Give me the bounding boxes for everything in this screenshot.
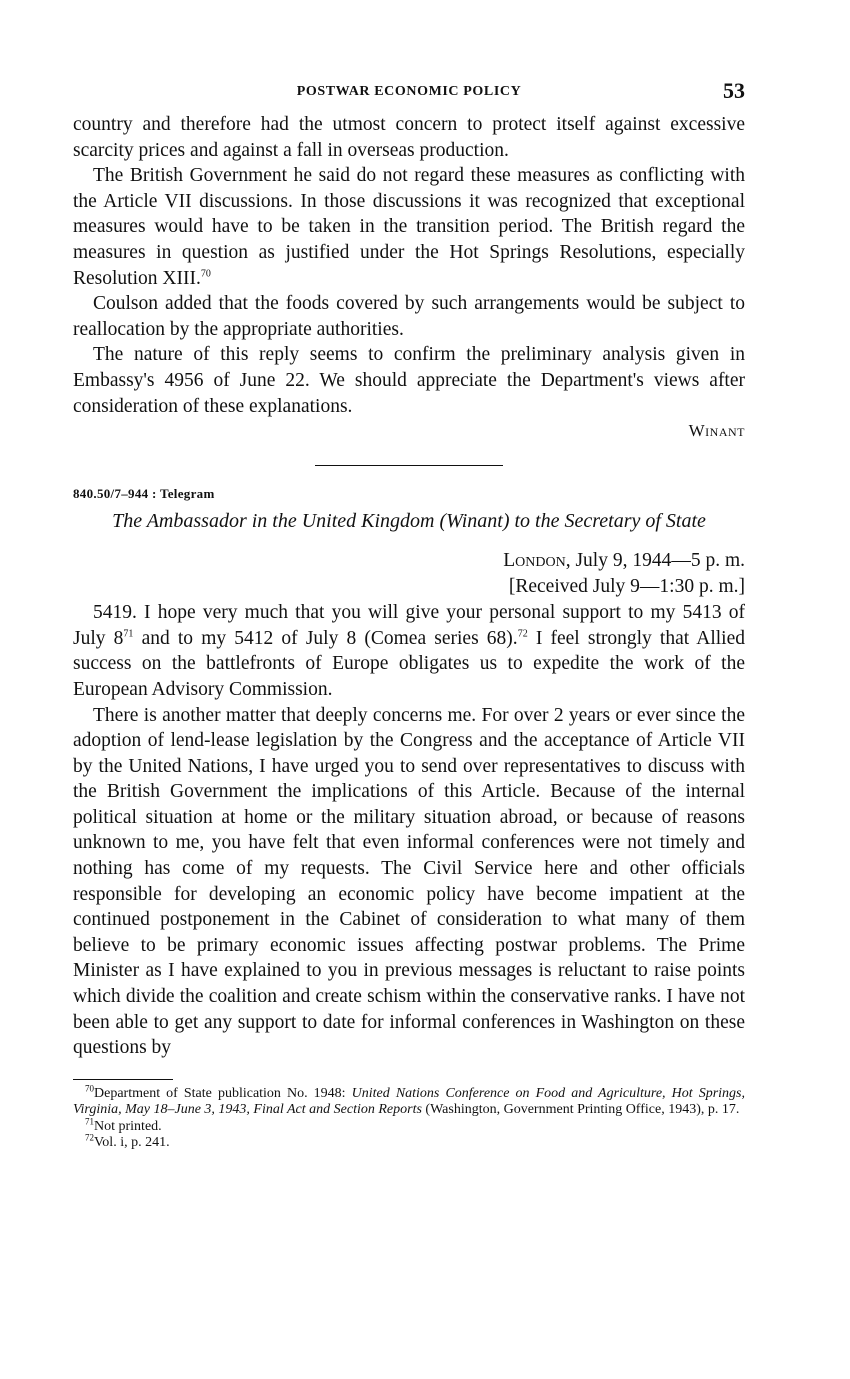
signature: Winant xyxy=(688,421,745,441)
dateline-date: , July 9, 1944—5 p. m. xyxy=(565,550,745,572)
paragraph-text: The British Government he said do not regard these measures as conflicting with the Article VII discussions. In those discussions it was recognized that exceptional measures would have to be taken in the transition period. The British regard the measures in question as justified under the Hot Springs Resolutions, especially Resolution XIII. xyxy=(73,165,745,289)
dateline xyxy=(73,548,745,574)
dateline-place: London xyxy=(503,550,566,572)
footnote-number: 71 xyxy=(85,1116,94,1127)
footnote-ref[interactable]: 72 xyxy=(517,628,528,640)
document-title: The Ambassador in the United Kingdom (Winant) to the Secretary of State xyxy=(112,510,706,533)
paragraph-text: and to my 5412 of July 8 (Comea series 68). xyxy=(133,627,518,649)
footnote-ref[interactable]: 70 xyxy=(200,268,211,280)
file-reference: 840.50/7–944 : Telegram xyxy=(73,486,215,502)
paragraph: Coulson added that the foods covered by such arrangements would be subject to reallocation by the appropriate authorities. xyxy=(73,293,745,340)
running-header xyxy=(73,78,745,112)
paragraph: country and therefore had the utmost concern to protect itself against excessive scarcity prices and against a fall in overseas production. xyxy=(73,114,745,161)
footnote-text: Not printed. xyxy=(94,1118,162,1134)
footnote-rule xyxy=(73,1079,173,1080)
paragraph xyxy=(73,600,745,702)
telegram-body xyxy=(73,600,745,1061)
footnote-text: Vol. i, p. 241. xyxy=(94,1135,170,1151)
footnotes xyxy=(73,1083,745,1152)
paragraph xyxy=(73,163,745,291)
paragraph: There is another matter that deeply concerns me. For over 2 years or ever since the adoption of lend-lease legislation by the Congress and the acceptance of Article VII by the United Nations, I have urged you to send over representatives to discuss with the British Government the implications of this Article. Because of the internal political situation at home or the military situation abroad, or because of reasons unknown to me, you have felt that even informal conferences were not timely and nothing has come of my requests. The Civil Service here and other officials responsible for developing an economic policy have become impatient at the continued postponement in the Cabinet of consideration to what many of them believe to be primary economic issues affecting postwar problems. The Prime Minister as I have explained to you in previous messages is reluctant to raise points which divide the coalition and create schism within the conservative ranks. I have not been able to get any support to date for informal conferences in Washington on these questions by xyxy=(73,704,745,1059)
paragraph-text: 5419. I hope very much that you will give your personal support to my 5413 of July 8 xyxy=(73,602,745,649)
footnote-70 xyxy=(73,1083,745,1119)
footnote-citation-title: United Nations Conference on Food and Agriculture, Hot Springs, Virginia, May 18–June 3, 1943, Final Act and Section Reports xyxy=(73,1085,745,1118)
footnote-71 xyxy=(73,1116,745,1136)
footnote-number: 72 xyxy=(85,1132,94,1143)
paragraph: The nature of this reply seems to confirm the preliminary analysis given in Embassy's 4956 of June 22. We should appreciate the Department's views after consideration of these explanations. xyxy=(73,344,745,417)
running-title: POSTWAR ECONOMIC POLICY xyxy=(296,84,522,99)
footnote-text: Department of State publication No. 1948: xyxy=(94,1085,352,1101)
footnote-number: 70 xyxy=(85,1083,94,1094)
document-page xyxy=(73,78,745,1152)
footnote-text: (Washington, Government Printing Office, 1943), p. 17. xyxy=(421,1102,740,1118)
continued-message xyxy=(73,112,745,443)
footnote-72 xyxy=(73,1132,745,1152)
received-line: [Received July 9—1:30 p. m.] xyxy=(508,576,745,598)
paragraph-text: I feel strongly that Allied success on the battlefronts of Europe obligates us to expedite the work of the European Advisory Commission. xyxy=(73,627,745,700)
section-divider xyxy=(315,465,503,466)
page-number: 53 xyxy=(723,78,745,103)
footnote-ref[interactable]: 71 xyxy=(123,628,134,640)
